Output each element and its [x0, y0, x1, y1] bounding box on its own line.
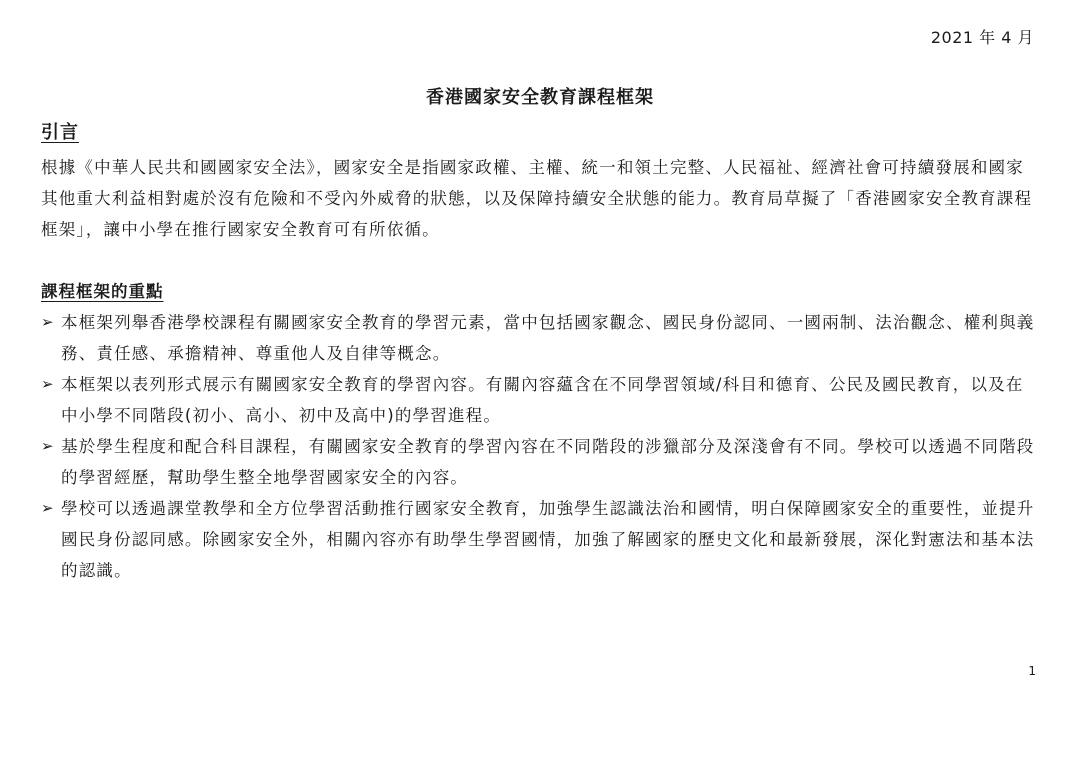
framework-focus-heading: 課程框架的重點 — [41, 282, 164, 301]
arrow-bullet-icon: ➢ — [41, 437, 55, 455]
list-item — [41, 493, 1041, 586]
list-item — [41, 307, 1041, 369]
list-item-text: 基於學生程度和配合科目課程，有關國家安全教育的學習內容在不同階段的涉獵部分及深淺會有不同。學校可以透過不同階段的學習經歷，幫助學生整全地學習國家安全的內容。 — [61, 437, 1035, 487]
list-item-text: 本框架列舉香港學校課程有關國家安全教育的學習元素，當中包括國家觀念、國民身份認同、一國兩制、法治觀念、權利與義務、責任感、承擔精神、尊重他人及自律等概念。 — [61, 313, 1035, 363]
intro-heading: 引言 — [41, 122, 79, 143]
page-number: 1 — [1028, 664, 1036, 678]
arrow-bullet-icon: ➢ — [41, 313, 55, 331]
document-title: 香港國家安全教育課程框架 — [426, 87, 654, 108]
document-date: 2021 年 4 月 — [930, 28, 1034, 47]
list-item — [41, 369, 1041, 431]
list-item-text: 本框架以表列形式展示有關國家安全教育的學習內容。有關內容蘊含在不同學習領域/科目和德育、公民及國民教育，以及在中小學不同階段(初小、高小、初中及高中)的學習進程。 — [61, 375, 1024, 425]
list-item — [41, 431, 1041, 493]
intro-paragraph: 根據《中華人民共和國國家安全法》，國家安全是指國家政權、主權、統一和領土完整、人民福祉、經濟社會可持續發展和國家其他重大利益相對處於沒有危險和不受內外威脅的狀態，以及保障持續安全狀態的能力。教育局草擬了「香港國家安全教育課程框架」，讓中小學在推行國家安全教育可有所依循。 — [41, 158, 1033, 239]
arrow-bullet-icon: ➢ — [41, 375, 55, 393]
arrow-bullet-icon: ➢ — [41, 499, 55, 517]
framework-focus-list — [41, 307, 1041, 586]
list-item-text: 學校可以透過課堂教學和全方位學習活動推行國家安全教育，加強學生認識法治和國情，明白保障國家安全的重要性，並提升國民身份認同感。除國家安全外，相關內容亦有助學生學習國情，加強了解國家的歷史文化和最新發展，深化對憲法和基本法的認識。 — [61, 499, 1035, 580]
